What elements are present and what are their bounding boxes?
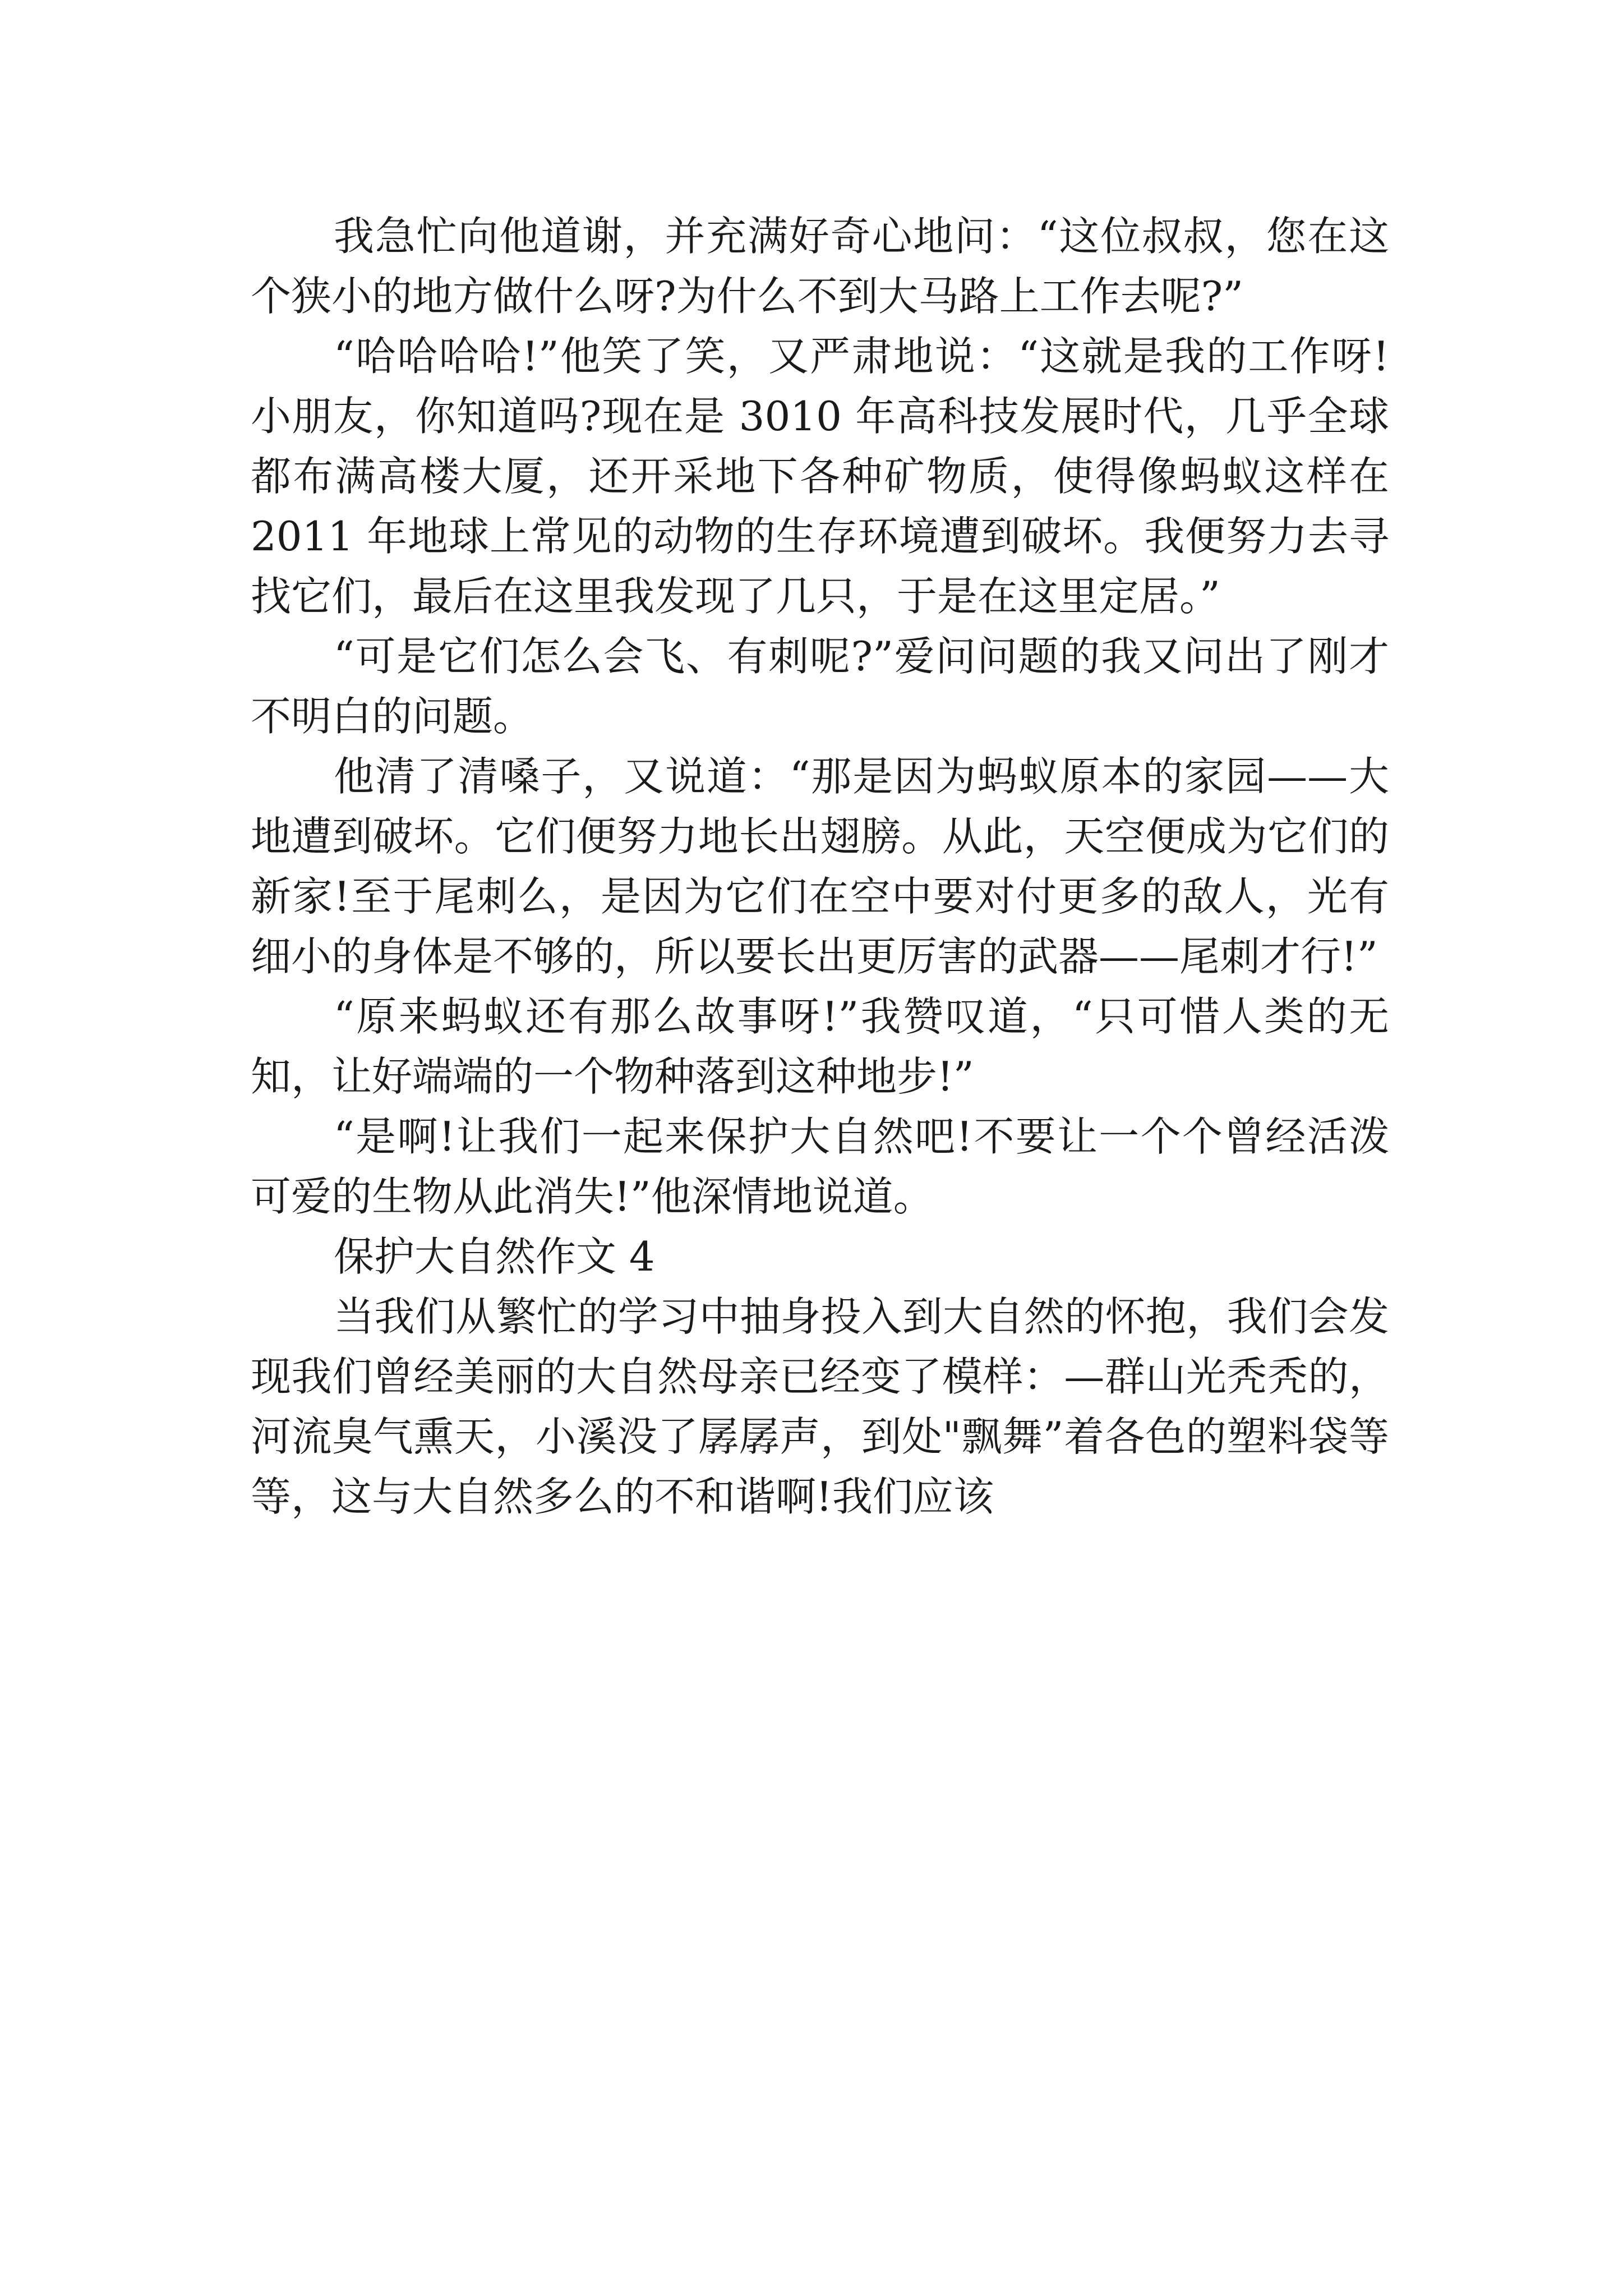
paragraph-protect-nature-call: “是啊!让我们一起来保护大自然吧!不要让一个个曾经活泼可爱的生物从此消失!”他深情地说道。 bbox=[251, 1113, 1389, 1220]
paragraph-essay-four-intro: 当我们从繁忙的学习中抽身投入到大自然的怀抱，我们会发现我们曾经美丽的大自然母亲已经变了模样：—群山光秃秃的，河流臭气熏天，小溪没了孱孱声，到处"飘舞”着各色的塑料袋等等，这与大自然多么的不和谐啊!我们应该 bbox=[251, 1293, 1389, 1520]
paragraph-narrator-sighs: “原来蚂蚁还有那么故事呀!”我赞叹道，“只可惜人类的无知，让好端端的一个物种落到这种地步!” bbox=[251, 993, 1389, 1100]
paragraph-uncle-explains-wings: 他清了清嗓子，又说道：“那是因为蚂蚁原本的家园——大地遭到破坏。它们便努力地长出翅膀。从此，天空便成为它们的新家!至于尾刺么，是因为它们在空中要对付更多的敌人，光有细小的身体是不够的，所以要长出更厉害的武器——尾刺才行!” bbox=[251, 753, 1389, 980]
document-body bbox=[251, 206, 1389, 1527]
section-title: 保护大自然作文 4 bbox=[334, 1233, 655, 1280]
paragraph-uncle-explains-work: “哈哈哈哈!”他笑了笑，又严肃地说：“这就是我的工作呀!小朋友，你知道吗?现在是 3010 年高科技发展时代，几乎全球都布满高楼大厦，还开采地下各种矿物质，使得像蚂蚁这样在 2011 年地球上常见的动物的生存环境遭到破坏。我便努力去寻找它们，最后在这里我发现了几只，于是在这里定居。” bbox=[251, 333, 1389, 620]
paragraph-thanks-question: 我急忙向他道谢，并充满好奇心地问：“这位叔叔，您在这个狭小的地方做什么呀?为什么不到大马路上工作去呢?” bbox=[251, 213, 1389, 320]
paragraph-wings-sting-question: “可是它们怎么会飞、有刺呢?”爱问问题的我又问出了刚才不明白的问题。 bbox=[251, 633, 1389, 740]
